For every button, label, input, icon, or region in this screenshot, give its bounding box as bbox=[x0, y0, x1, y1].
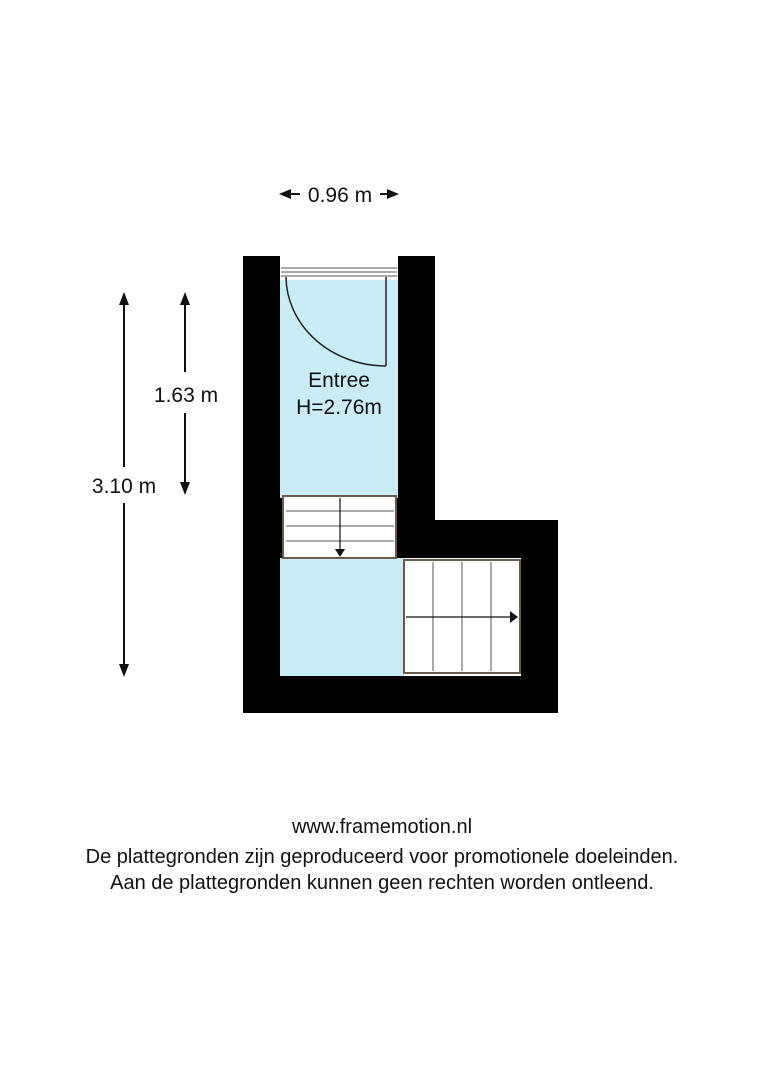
total-height-dimension bbox=[92, 292, 156, 677]
upper-height-dimension bbox=[154, 292, 218, 495]
room-height: H=2.76m bbox=[296, 396, 382, 419]
width-dimension bbox=[279, 184, 399, 207]
upper-height-label: 1.63 m bbox=[153, 384, 219, 407]
width-label: 0.96 m bbox=[307, 184, 373, 207]
footer-website: www.framemotion.nl bbox=[291, 816, 473, 838]
staircase-lower bbox=[404, 560, 520, 673]
total-height-label: 3.10 m bbox=[91, 475, 157, 498]
room-name: Entree bbox=[308, 369, 370, 392]
staircase-upper bbox=[283, 496, 396, 558]
footer-disclaimer-line1: De plattegronden zijn geproduceerd voor promotionele doeleinden. bbox=[85, 846, 679, 868]
lower-landing-floor bbox=[280, 558, 404, 676]
footer-disclaimer-line2: Aan de plattegronden kunnen geen rechten worden ontleend. bbox=[110, 872, 654, 894]
